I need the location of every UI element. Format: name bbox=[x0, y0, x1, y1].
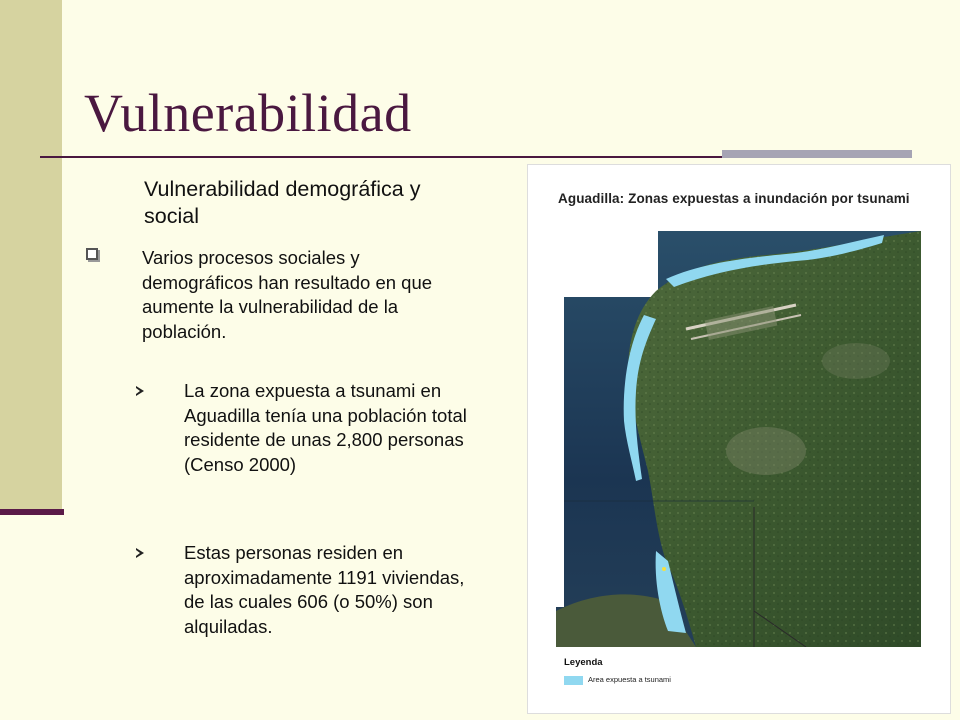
satellite-map-image bbox=[556, 231, 921, 647]
location-marker bbox=[662, 567, 666, 571]
left-bar-accent bbox=[0, 509, 64, 515]
sub-bullet-1-text: La zona expuesta a tsunami en Aguadilla tenía una población total residente de unas 2,800 personas (Censo 2000) bbox=[184, 380, 467, 475]
arrow-bullet-icon bbox=[136, 386, 144, 396]
sub-bullet-2-text: Estas personas residen en aproximadamente 1191 viviendas, de las cuales 606 (o 50%) son alquiladas. bbox=[184, 542, 465, 637]
map-title: Aguadilla: Zonas expuestas a inundación por tsunami bbox=[558, 191, 910, 206]
legend-label: Area expuesta a tsunami bbox=[588, 675, 671, 684]
legend-swatch bbox=[564, 676, 583, 685]
checkbox-bullet-icon bbox=[86, 248, 98, 260]
slide-title: Vulnerabilidad bbox=[84, 83, 412, 143]
urban-area bbox=[726, 427, 806, 475]
main-bullet-text: Varios procesos sociales y demográficos han resultado en que aumente la vulnerabilidad de la población. bbox=[142, 247, 433, 342]
satellite-map bbox=[556, 231, 921, 647]
map-inset-blank bbox=[556, 231, 658, 297]
tsunami-map-figure bbox=[527, 164, 951, 714]
map-left-border bbox=[556, 297, 564, 607]
title-rule-accent bbox=[722, 150, 912, 158]
arrow-bullet-icon bbox=[136, 548, 144, 558]
subheading: Vulnerabilidad demográfica y social bbox=[144, 177, 421, 228]
legend-title: Leyenda bbox=[564, 657, 603, 668]
left-decorative-bar bbox=[0, 0, 62, 512]
